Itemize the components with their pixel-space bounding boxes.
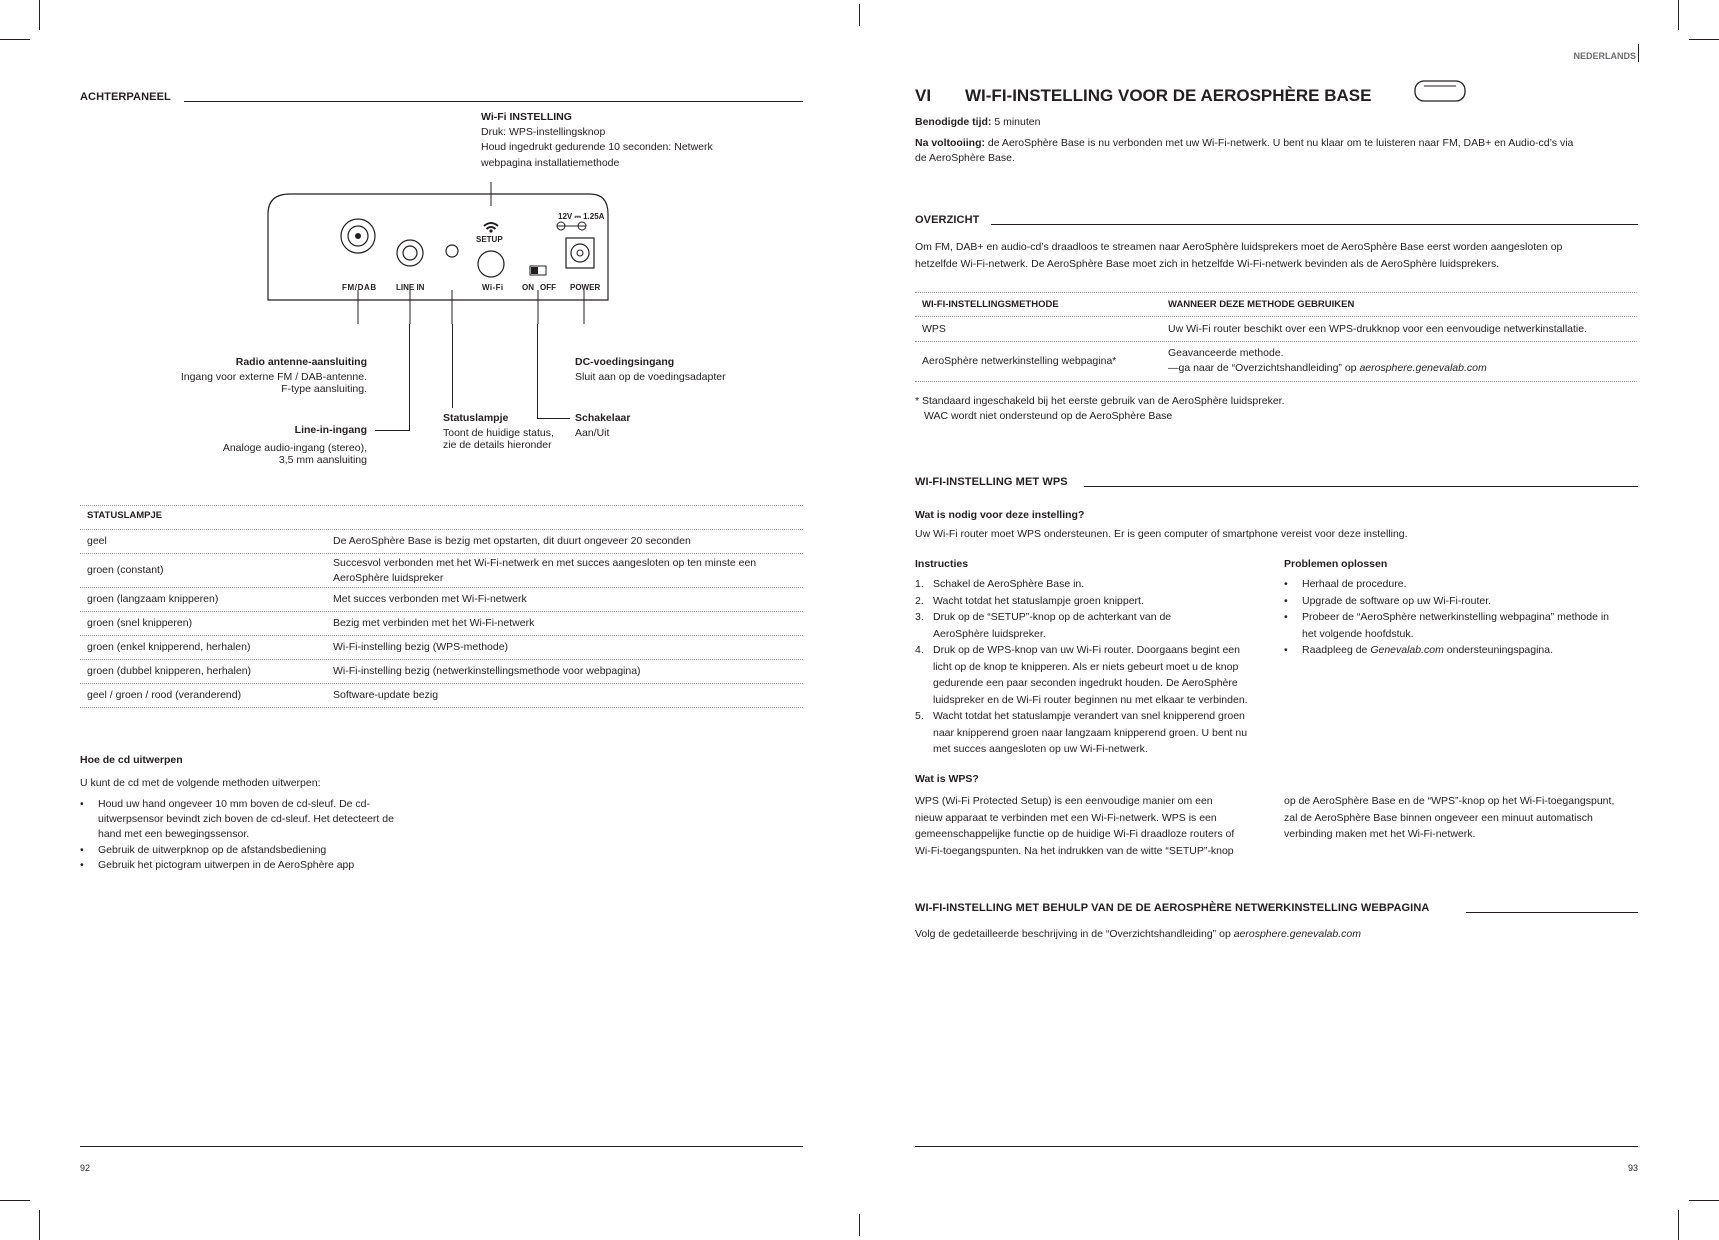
list-item (915, 609, 1270, 642)
dc-symbol-icon: ⎓ (574, 212, 581, 221)
table-rule (915, 292, 1637, 293)
panel-label-current: 1.25A (583, 212, 605, 221)
callout-dc-line: Sluit aan op de voedingsadapter (575, 371, 726, 384)
callout-dc (575, 355, 726, 385)
method-r2c2 (1168, 346, 1487, 376)
table-rule (80, 505, 803, 506)
status-leader-v (452, 324, 453, 408)
step-text: AeroSphère luidspreker. (933, 627, 1046, 640)
list-item (915, 642, 1270, 708)
callout-radio (120, 355, 367, 398)
method-r2c2-line (1168, 361, 1487, 376)
panel-label-off: OFF (540, 283, 556, 292)
section-rule (1084, 486, 1638, 487)
callout-radio-line: Ingang voor externe FM / DAB-antenne. (180, 371, 367, 384)
method-r1c1: WPS (922, 323, 946, 335)
power-jack-pin (577, 250, 583, 256)
status-description (333, 664, 641, 679)
section-title-wps: WI-FI-INSTELLING MET WPS (915, 476, 1068, 488)
wps-what-line: gemeenschappelijke functie op de huidige Wi-Fi draadloze routers of (915, 828, 1235, 840)
power-jack-ring (571, 244, 589, 262)
eject-title: Hoe de cd uitwerpen (80, 754, 183, 766)
wifi-setup-label (481, 110, 713, 171)
page-number-left: 92 (80, 1163, 91, 1173)
aerosphere-link[interactable]: aerosphere.genevalab.com (1359, 362, 1487, 375)
table-rule (915, 381, 1637, 382)
status-state: geel (87, 534, 107, 547)
section-rule (184, 101, 803, 102)
table-rule (915, 341, 1637, 342)
callout-linein-title: Line-in-ingang (294, 424, 367, 436)
step-text: Schakel de AeroSphère Base in. (933, 578, 1085, 590)
wps-what-line: zal de AeroSphère Base binnen ongeveer een minuut automatisch (1284, 811, 1593, 824)
list-item (915, 708, 1270, 758)
wps-what-text-left (915, 793, 1234, 859)
language-divider (1638, 44, 1639, 62)
callout-status-title: Statuslampje (443, 412, 509, 424)
status-table-header: STATUSLAMPJE (87, 510, 163, 521)
crop-mark (39, 1210, 40, 1240)
eject-intro: U kunt de cd met de volgende methoden uitwerpen: (80, 777, 321, 789)
language-label: NEDERLANDS (1573, 51, 1636, 61)
method-r1c2: Uw Wi-Fi router beschikt over een WPS-drukknop voor een eenvoudige netwerkinstallatie. (1168, 323, 1588, 335)
step-number: 1. (915, 578, 924, 590)
table-row (80, 611, 803, 635)
line-in-jack-inner (403, 246, 417, 260)
wps-need-text: Uw Wi-Fi router moet WPS ondersteunen. Er is geen computer of smartphone vereist voor deze instelling. (915, 528, 1408, 540)
wps-need-title: Wat is nodig voor deze instelling? (915, 509, 1085, 521)
status-description-line: Wi-Fi-instelling bezig (netwerkinstellingsmethode voor webpagina) (333, 664, 641, 677)
step-text: Wacht totdat het statuslampje groen knippert. (933, 594, 1144, 607)
required-time-label: Benodigde tijd: (915, 116, 992, 128)
panel-label-voltage: 12V (558, 212, 573, 221)
required-time (915, 115, 1040, 130)
list-item (80, 843, 440, 858)
table-rule (80, 707, 803, 708)
required-time-value: 5 minuten (991, 116, 1041, 128)
step-text: luidspreker en de Wi-Fi router beginnen nu met elkaar te verbinden. (933, 693, 1248, 706)
status-description (333, 534, 691, 549)
crop-mark (1689, 1200, 1719, 1201)
wps-what-line: nieuw apparaat te verbinden met een Wi-Fi-netwerk. WPS is een (915, 811, 1217, 824)
crop-mark (0, 1200, 30, 1201)
chapter-number: VI (915, 86, 932, 105)
method-r2c1: AeroSphère netwerkinstelling webpagina* (922, 355, 1117, 367)
trouble-text: het volgende hoofdstuk. (1302, 627, 1414, 640)
status-description-line: Wi-Fi-instelling bezig (WPS-methode) (333, 640, 509, 653)
aerosphere-base-icon (1414, 78, 1466, 104)
callout-radio-title: Radio antenne-aansluiting (235, 356, 367, 368)
bullet: • (80, 858, 84, 871)
linein-leader-h (375, 430, 409, 431)
wps-what-line: op de AeroSphère Base en de “WPS”-knop op het Wi-Fi-toegangspunt, (1284, 795, 1615, 807)
trouble-text: Raadpleeg de (1302, 644, 1371, 656)
status-description-line: Succesvol verbonden met het Wi-Fi-netwerk en met succes aangesloten op ten minste een (333, 557, 757, 569)
step-number: 3. (915, 611, 924, 623)
eject-line: hand met een bewegingssensor. (98, 828, 250, 841)
wps-what-line: verbinding maken met het Wi-Fi-netwerk. (1284, 828, 1476, 840)
section-rule (991, 224, 1638, 225)
table-row (80, 553, 803, 587)
callout-switch-line: Aan/Uit (575, 427, 610, 440)
callout-switch (575, 411, 630, 441)
step-text: gedurende een paar seconden ingedrukt houden. De AeroSphère (933, 677, 1238, 689)
bullet: • (1284, 578, 1288, 590)
callout-dc-title: DC-voedingsingang (575, 356, 675, 368)
status-state: groen (dubbel knipperen, herhalen) (87, 664, 252, 677)
wps-trouble-title: Problemen oplossen (1284, 558, 1388, 570)
step-text: naar knipperend groen naar langzaam knipperend groen. U bent nu (933, 726, 1248, 739)
step-text: Wacht totdat het statuslampje verandert van snel knipperend groen (933, 710, 1245, 722)
list-item (915, 576, 1270, 593)
status-description-line: Bezig met verbinden met het Wi-Fi-netwerk (333, 616, 535, 629)
crop-mark (1678, 0, 1679, 30)
bullet: • (80, 798, 84, 810)
bullet: • (1284, 644, 1288, 656)
completion-note (915, 136, 1635, 166)
wifi-signal-icon (484, 223, 498, 229)
status-description-line: De AeroSphère Base is bezig met opstarten, dit duurt ongeveer 20 seconden (333, 534, 691, 547)
status-state: groen (snel knipperen) (87, 616, 193, 629)
linein-leader-v (409, 324, 410, 431)
section-title-achterpaneel: ACHTERPANEEL (80, 91, 171, 103)
footer-rule (915, 1146, 1638, 1147)
trouble-text: Probeer de “AeroSphère netwerkinstelling webpagina” methode in (1302, 611, 1610, 623)
list-item (1284, 609, 1644, 642)
step-number: 5. (915, 710, 924, 722)
line-in-jack-icon (397, 240, 423, 266)
crop-mark (859, 4, 860, 26)
bullet: • (1284, 611, 1288, 623)
trouble-text: ondersteuningspagina. (1443, 644, 1554, 656)
footer-rule (80, 1146, 803, 1147)
aerosphere-link[interactable]: aerosphere.genevalab.com (1233, 928, 1361, 940)
panel-label-wifi: Wi-Fi (482, 283, 504, 292)
eject-line: uitwerpsensor bevindt zich boven de cd-sleuf. Het detecteert de (98, 813, 394, 826)
wifi-setup-line: webpagina installatiemethode (481, 156, 620, 169)
status-description (333, 688, 438, 703)
panel-label-power: POWER (570, 283, 601, 292)
overview-line: Om FM, DAB+ en audio-cd’s draadloos te streamen naar AeroSphère luidsprekers moet de AeroSphère Base eerst worden aangesloten op (915, 241, 1563, 253)
method-r2c2-text: —ga naar de “Overzichtshandleiding” op (1168, 362, 1360, 375)
panel-outline (268, 194, 608, 300)
section-title-webpage: WI-FI-INSTELLING MET BEHULP VAN DE DE AEROSPHÈRE NETWERKINSTELLING WEBPAGINA (915, 902, 1430, 914)
status-state: groen (enkel knipperend, herhalen) (87, 640, 251, 653)
status-description-line: Software-update bezig (333, 688, 439, 701)
page-number-right: 93 (1627, 1163, 1638, 1173)
completion-text-2: de AeroSphère Base. (915, 152, 1015, 165)
setup-button-icon (478, 251, 504, 277)
callout-switch-title: Schakelaar (575, 412, 631, 424)
table-row (80, 635, 803, 659)
step-text: Druk op de “SETUP”-knop op de achterkant van de (933, 611, 1172, 623)
eject-line: Houd uw hand ongeveer 10 mm boven de cd-sleuf. De cd- (98, 798, 370, 810)
panel-label-rating (558, 211, 604, 223)
trouble-text: Upgrade de software op uw Wi-Fi-router. (1302, 594, 1492, 607)
genevalab-link[interactable]: Genevalab.com (1370, 644, 1444, 656)
callout-radio-line: F-type aansluiting. (281, 383, 367, 396)
footnote-line: * Standaard ingeschakeld bij het eerste gebruik van de AeroSphère luidspreker. (915, 395, 1285, 407)
footnote-line: WAC wordt niet ondersteund op de AeroSphère Base (924, 410, 1173, 423)
step-text: met succes aangesloten op uw Wi-Fi-netwerk. (933, 743, 1148, 755)
callout-linein (120, 423, 367, 469)
wps-what-line: WPS (Wi-Fi Protected Setup) is een eenvoudige manier om een (915, 795, 1213, 807)
completion-text: de AeroSphère Base is nu verbonden met uw Wi-Fi-netwerk. U bent nu klaar om te luisteren naar FM, DAB+ en Audio-cd’s via (985, 137, 1574, 149)
list-item (80, 858, 440, 873)
status-description (333, 592, 527, 607)
list-item (915, 593, 1270, 610)
panel-label-line-in: LINE IN (396, 283, 425, 292)
eject-line: Gebruik het pictogram uitwerpen in de AeroSphère app (98, 858, 355, 871)
panel-label-setup: SETUP (476, 235, 503, 244)
section-rule (1466, 912, 1638, 913)
webpage-text-line: Volg de gedetailleerde beschrijving in de “Overzichtshandleiding” op (915, 928, 1234, 940)
bullet: • (1284, 594, 1288, 607)
on-off-switch-knob (531, 267, 538, 274)
status-state: groen (langzaam knipperen) (87, 592, 219, 605)
bullet: • (80, 843, 84, 856)
crop-mark (859, 1214, 860, 1236)
fm-dab-connector-pin (355, 233, 361, 239)
method-table-col2: WANNEER DEZE METHODE GEBRUIKEN (1168, 299, 1355, 310)
back-panel-diagram (260, 170, 620, 330)
status-state: geel / groen / rood (veranderend) (87, 688, 242, 701)
eject-list (80, 797, 440, 873)
step-text: licht op de knop te knipperen. Als er niets gebeurt moet u de knop (933, 660, 1239, 673)
list-item (1284, 593, 1644, 610)
status-led-icon (446, 245, 458, 257)
list-item (1284, 576, 1644, 593)
wifi-setup-title: Wi-Fi INSTELLING (481, 111, 572, 123)
list-item (80, 797, 440, 843)
panel-label-fm-dab: FM/DAB (342, 283, 377, 292)
table-row (80, 529, 803, 553)
footnote (915, 394, 1285, 424)
crop-mark (1689, 39, 1719, 40)
eject-line: Gebruik de uitwerpknop op de afstandsbediening (98, 843, 327, 856)
wps-what-title: Wat is WPS? (915, 773, 979, 785)
wps-instructions-title: Instructies (915, 558, 969, 570)
callout-linein-line: Analoge audio-ingang (stereo), (222, 442, 367, 455)
status-description (333, 556, 756, 586)
status-description-line: Met succes verbonden met Wi-Fi-netwerk (333, 592, 527, 605)
table-row (80, 587, 803, 611)
step-text: Druk op de WPS-knop van uw Wi-Fi router. Doorgaans begint een (933, 644, 1240, 656)
step-number: 4. (915, 644, 924, 656)
wifi-signal-dot (489, 229, 492, 232)
panel-label-on: ON (522, 283, 534, 292)
wps-what-text-right (1284, 793, 1614, 843)
callout-linein-line: 3,5 mm aansluiting (278, 454, 367, 467)
status-description-line: AeroSphère luidspreker (333, 572, 444, 585)
wps-trouble-list (1284, 576, 1644, 659)
trouble-text: Herhaal de procedure. (1302, 578, 1407, 590)
overview-line: hetzelfde Wi-Fi-netwerk. De AeroSphère Base moet zich in hetzelfde Wi-Fi-netwerk bevinden als de AeroSphère luidsprekers. (915, 258, 1500, 271)
step-number: 2. (915, 594, 924, 607)
section-title-overzicht: OVERZICHT (915, 214, 980, 226)
switch-leader-v (537, 324, 538, 419)
overview-text (915, 240, 1637, 272)
wifi-setup-line: Houd ingedrukt gedurende 10 seconden: Netwerk (481, 141, 713, 154)
callout-status-line: Toont de huidige status, (443, 427, 554, 440)
power-jack-icon (566, 238, 594, 268)
switch-leader-h (537, 418, 570, 419)
completion-label: Na voltooiing: (915, 137, 985, 149)
callout-status-line: zie de details hieronder (443, 439, 552, 452)
table-row (80, 659, 803, 683)
method-table-col1: WI-FI-INSTELLINGSMETHODE (922, 299, 1059, 310)
crop-mark (0, 39, 30, 40)
status-state: groen (constant) (87, 563, 164, 576)
wps-what-line: Wi-Fi-toegangspunten. Na het indrukken van de witte “SETUP”-knop (915, 844, 1234, 857)
crop-mark (1678, 1210, 1679, 1240)
table-rule (915, 316, 1637, 317)
list-item (1284, 642, 1644, 659)
method-r2c2-line: Geavanceerde methode. (1168, 347, 1284, 359)
webpage-text (915, 927, 1361, 942)
crop-mark (39, 0, 40, 30)
status-description (333, 640, 508, 655)
wps-steps (915, 576, 1270, 758)
wifi-setup-line: Druk: WPS-instellingsknop (481, 126, 606, 139)
chapter-title: WI-FI-INSTELLING VOOR DE AEROSPHÈRE BASE (965, 86, 1372, 105)
status-description (333, 616, 534, 631)
table-row (80, 683, 803, 707)
